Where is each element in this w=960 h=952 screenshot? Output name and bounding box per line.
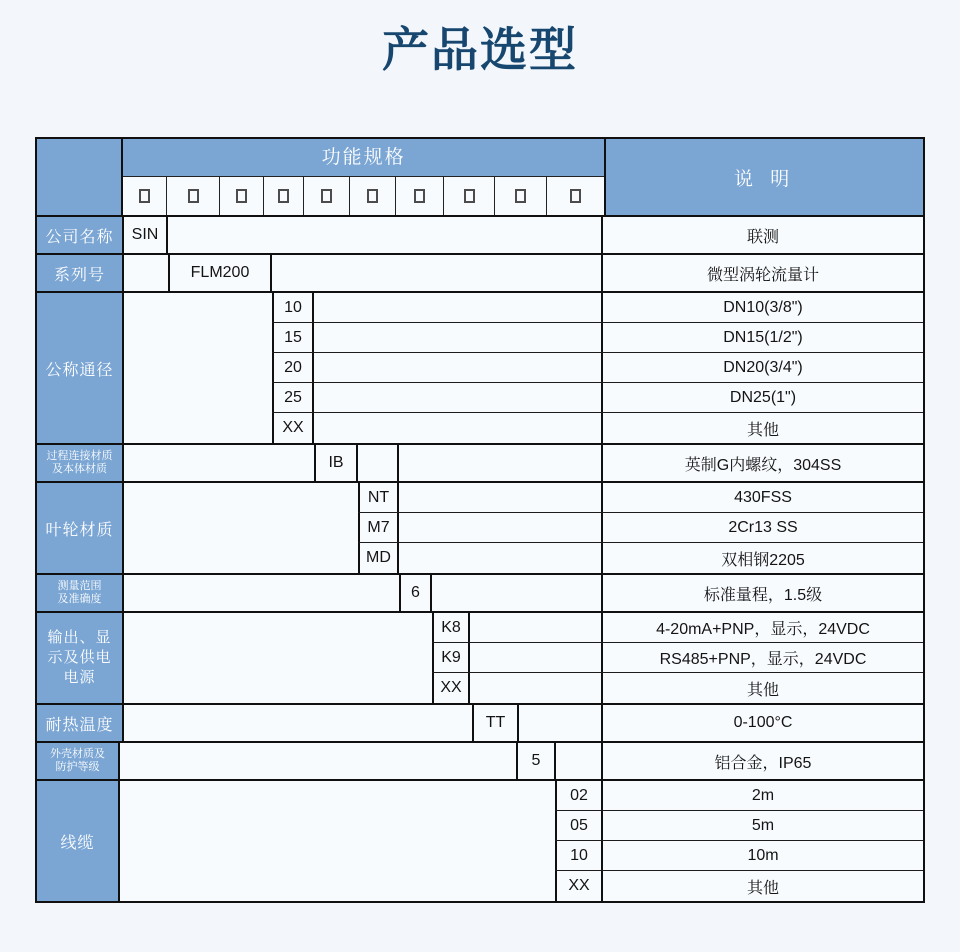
row-label-line: 及本体材质: [52, 463, 107, 475]
description-cell: 4-20mA+PNP，显示，24VDC: [601, 613, 923, 642]
code-band: [124, 445, 923, 481]
row-label-line: 外壳材质及: [50, 748, 105, 760]
description-cell: 5m: [601, 811, 923, 840]
table-row: [555, 841, 923, 871]
code-band: [124, 705, 923, 741]
empty-cell: [124, 293, 272, 443]
row-label-line: 系列号: [53, 266, 105, 284]
table-row: [555, 781, 923, 811]
table-row: [358, 543, 923, 573]
spec-group: [37, 703, 923, 741]
code-band: [124, 575, 923, 611]
header-function-spec-column: [123, 139, 604, 215]
empty-cell: [124, 255, 168, 291]
empty-cell: [272, 255, 601, 291]
checkbox-cell[interactable]: [123, 177, 167, 215]
code-cell: XX: [432, 673, 470, 703]
empty-cell: [124, 613, 432, 703]
row-label: [37, 293, 124, 443]
checkbox-icon[interactable]: [139, 189, 150, 203]
spec-group: [37, 443, 923, 481]
spec-group: [37, 573, 923, 611]
empty-cell: [314, 293, 601, 322]
description-cell: 其他: [601, 673, 923, 703]
description-cell: 铝合金，IP65: [601, 743, 923, 779]
description-cell: DN25(1"): [601, 383, 923, 412]
table-row: [555, 811, 923, 841]
code-cell: 20: [272, 353, 314, 382]
description-cell: DN10(3/8"): [601, 293, 923, 322]
table-row: [272, 293, 923, 323]
table-row: [472, 705, 923, 741]
code-band: [124, 293, 923, 443]
code-cell: XX: [555, 871, 601, 901]
code-cell: TT: [472, 705, 519, 741]
checkbox-icon[interactable]: [236, 189, 247, 203]
row-label-line: 及准确度: [57, 593, 102, 605]
empty-cell: [124, 483, 358, 573]
empty-cell: [314, 383, 601, 412]
description-cell: 其他: [601, 413, 923, 443]
spec-group: [37, 779, 923, 901]
code-cell: FLM200: [168, 255, 272, 291]
empty-cell: [314, 353, 601, 382]
row-label-line: 耐热温度: [45, 716, 114, 734]
code-band: [124, 255, 923, 291]
description-cell: DN15(1/2"): [601, 323, 923, 352]
description-cell: RS485+PNP，显示，24VDC: [601, 643, 923, 672]
code-cell: 15: [272, 323, 314, 352]
row-label: [37, 743, 120, 779]
empty-cell: [519, 705, 601, 741]
empty-cell: [120, 743, 516, 779]
spec-group: [37, 215, 923, 253]
checkbox-cell[interactable]: [350, 177, 396, 215]
spec-group: [37, 611, 923, 703]
description-cell: 10m: [601, 841, 923, 870]
empty-cell: [120, 781, 555, 901]
description-cell: 430FSS: [601, 483, 923, 512]
table-row: [432, 673, 923, 703]
table-row: [399, 575, 923, 611]
spec-group: [37, 741, 923, 779]
row-label: [37, 255, 124, 291]
checkbox-icon[interactable]: [188, 189, 199, 203]
table-row: [516, 743, 923, 779]
spec-group: [37, 481, 923, 573]
description-cell: 联测: [601, 217, 923, 253]
checkbox-icon[interactable]: [464, 189, 475, 203]
code-cell: XX: [272, 413, 314, 443]
row-label-line: 线缆: [60, 834, 95, 852]
row-label-line: 叶轮材质: [45, 521, 114, 539]
empty-cell: [358, 445, 399, 481]
row-label: [37, 705, 124, 741]
code-band: [124, 613, 923, 703]
page-title: 产品选型: [382, 23, 578, 76]
code-cell: 25: [272, 383, 314, 412]
empty-cell: [399, 513, 601, 542]
checkbox-cell[interactable]: [495, 177, 547, 215]
checkbox-row: [123, 177, 604, 215]
checkbox-cell[interactable]: [547, 177, 604, 215]
empty-cell: [399, 483, 601, 512]
page: [0, 16, 960, 903]
empty-cell: [124, 445, 314, 481]
row-label-line: 防护等级: [55, 761, 100, 773]
row-label-line: 电源: [63, 669, 96, 686]
checkbox-icon[interactable]: [321, 189, 332, 203]
table-row: [432, 643, 923, 673]
empty-cell: [399, 445, 601, 481]
checkbox-cell[interactable]: [264, 177, 304, 215]
empty-cell: [470, 643, 601, 672]
empty-cell: [556, 743, 601, 779]
product-selection-table: [35, 137, 925, 903]
description-cell: 双相钢2205: [601, 543, 923, 573]
empty-cell: [168, 217, 601, 253]
checkbox-icon[interactable]: [570, 189, 581, 203]
header-corner-cell: [37, 139, 123, 215]
row-label-line: 公称通径: [45, 361, 114, 379]
table-header: [37, 139, 923, 215]
code-cell: 05: [555, 811, 601, 840]
description-cell: 英制G内螺纹，304SS: [601, 445, 923, 481]
description-cell: 其他: [601, 871, 923, 901]
empty-cell: [314, 413, 601, 443]
description-cell: 标准量程，1.5级: [601, 575, 923, 611]
code-cell: 10: [555, 841, 601, 870]
code-band: [124, 217, 923, 253]
code-band: [124, 483, 923, 573]
table-body: [37, 215, 923, 901]
description-cell: 2m: [601, 781, 923, 810]
row-label: [37, 575, 124, 611]
checkbox-cell[interactable]: [167, 177, 220, 215]
table-row: [358, 513, 923, 543]
table-row: [168, 255, 923, 291]
code-cell: IB: [314, 445, 358, 481]
table-row: [358, 483, 923, 513]
code-cell: SIN: [124, 217, 168, 253]
checkbox-cell[interactable]: [396, 177, 444, 215]
code-cell: 6: [399, 575, 432, 611]
table-row: [272, 383, 923, 413]
table-row: [272, 413, 923, 443]
code-cell: 02: [555, 781, 601, 810]
spec-group: [37, 253, 923, 291]
table-row: [314, 445, 923, 481]
table-row: [124, 217, 923, 253]
code-cell: MD: [358, 543, 399, 573]
code-band: [120, 743, 923, 779]
row-label: [37, 217, 124, 253]
checkbox-cell[interactable]: [304, 177, 350, 215]
code-cell: 10: [272, 293, 314, 322]
checkbox-icon[interactable]: [414, 189, 425, 203]
row-label-line: 测量范围: [57, 580, 102, 592]
code-cell: M7: [358, 513, 399, 542]
code-band: [120, 781, 923, 901]
row-label: [37, 483, 124, 573]
description-cell: 0-100°C: [601, 705, 923, 741]
code-cell: NT: [358, 483, 399, 512]
description-cell: 2Cr13 SS: [601, 513, 923, 542]
table-row: [272, 353, 923, 383]
row-label-line: 输出、显: [47, 629, 112, 646]
empty-cell: [399, 543, 601, 573]
empty-cell: [124, 705, 472, 741]
empty-cell: [314, 323, 601, 352]
checkbox-cell[interactable]: [444, 177, 495, 215]
empty-cell: [124, 575, 399, 611]
table-row: [272, 323, 923, 353]
row-label-line: 过程连接材质: [46, 450, 113, 462]
row-label: [37, 781, 120, 901]
spec-group: [37, 291, 923, 443]
row-label-line: 示及供电: [47, 649, 112, 666]
empty-cell: [470, 613, 601, 642]
description-header: 说 明: [604, 139, 923, 215]
checkbox-icon[interactable]: [367, 189, 378, 203]
checkbox-cell[interactable]: [220, 177, 264, 215]
table-row: [555, 871, 923, 901]
checkbox-icon[interactable]: [278, 189, 289, 203]
code-cell: 5: [516, 743, 556, 779]
checkbox-icon[interactable]: [515, 189, 526, 203]
empty-cell: [432, 575, 601, 611]
row-label: [37, 445, 124, 481]
row-label: [37, 613, 124, 703]
function-spec-header: 功能规格: [123, 139, 604, 177]
table-row: [432, 613, 923, 643]
code-cell: K9: [432, 643, 470, 672]
empty-cell: [470, 673, 601, 703]
code-cell: K8: [432, 613, 470, 642]
row-label-line: 公司名称: [45, 228, 114, 246]
description-cell: DN20(3/4"): [601, 353, 923, 382]
description-cell: 微型涡轮流量计: [601, 255, 923, 291]
